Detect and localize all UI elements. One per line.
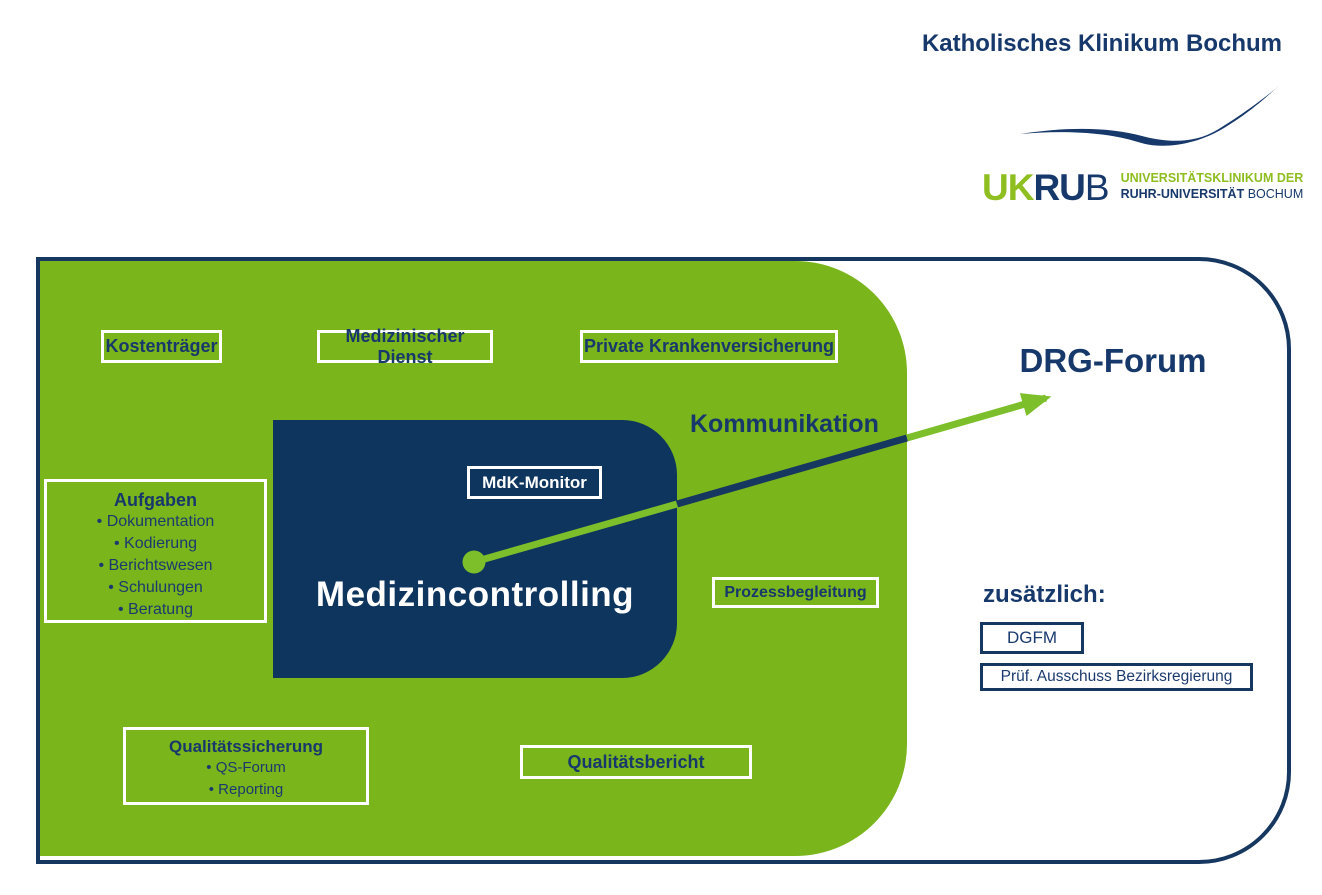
university-lines bbox=[1121, 171, 1304, 202]
ukrub-wordmark bbox=[982, 166, 1109, 208]
aufgaben-item: • Kodierung bbox=[114, 535, 197, 552]
drg-forum-title: DRG-Forum bbox=[1019, 342, 1207, 379]
dgfm-label: DGFM bbox=[1006, 628, 1058, 647]
box-aufgaben bbox=[44, 479, 267, 623]
ukrub-b: B bbox=[1084, 166, 1109, 208]
zusaetzlich-label: zusätzlich: bbox=[983, 581, 1106, 608]
aufgaben-item: • Dokumentation bbox=[96, 513, 215, 530]
box-kostentraeger-label: Kostenträger bbox=[105, 336, 218, 356]
box-qualitaetsbericht bbox=[520, 745, 752, 779]
medizincontrolling-title: Medizincontrolling bbox=[315, 575, 635, 614]
qualitaetssicherung-item: • QS-Forum bbox=[206, 759, 286, 776]
pruef-ausschuss-label: Prüf. Ausschuss Bezirksregierung bbox=[1000, 668, 1233, 685]
ukrub-logo bbox=[982, 163, 1304, 211]
qualitaetssicherung-title: Qualitätssicherung bbox=[169, 737, 323, 756]
aufgaben-item: • Schulungen bbox=[108, 579, 203, 596]
qualitaetssicherung-item: • Reporting bbox=[208, 781, 284, 798]
box-qualitaetssicherung bbox=[123, 727, 369, 805]
qualitaetsbericht-label: Qualitätsbericht bbox=[567, 751, 705, 772]
logo-swoosh-icon bbox=[1012, 78, 1286, 150]
box-kostentraeger bbox=[101, 330, 222, 363]
box-medizinischer-dienst bbox=[317, 325, 493, 367]
box-private-krankenversicherung bbox=[580, 330, 838, 363]
box-prozessbegleitung bbox=[712, 577, 879, 608]
university-line2 bbox=[1121, 187, 1304, 203]
university-line1: UNIVERSITÄTSKLINIKUM DER bbox=[1120, 171, 1304, 186]
box-medizinischer-dienst-label: Medizinischer Dienst bbox=[345, 325, 465, 367]
kommunikation-label: Kommunikation bbox=[690, 410, 879, 438]
box-mdk-monitor bbox=[467, 466, 602, 499]
medizincontrolling-box bbox=[273, 420, 677, 678]
prozessbegleitung-label: Prozessbegleitung bbox=[724, 583, 867, 601]
ukrub-ru: RU bbox=[1033, 166, 1085, 208]
clinic-name-title: Katholisches Klinikum Bochum bbox=[921, 30, 1282, 57]
box-dgfm bbox=[980, 622, 1084, 654]
box-private-krankenversicherung-label: Private Krankenversicherung bbox=[583, 336, 835, 356]
ukrub-uk: UK bbox=[982, 166, 1034, 208]
aufgaben-title: Aufgaben bbox=[114, 490, 197, 510]
box-pruef-ausschuss bbox=[980, 663, 1253, 691]
university-line2-bold: RUHR-UNIVERSITÄT bbox=[1120, 187, 1245, 201]
university-line2-regular: BOCHUM bbox=[1247, 187, 1304, 201]
aufgaben-item: • Berichtswesen bbox=[98, 557, 213, 574]
mdk-monitor-label: MdK-Monitor bbox=[482, 472, 587, 492]
aufgaben-item: • Beratung bbox=[118, 601, 193, 618]
